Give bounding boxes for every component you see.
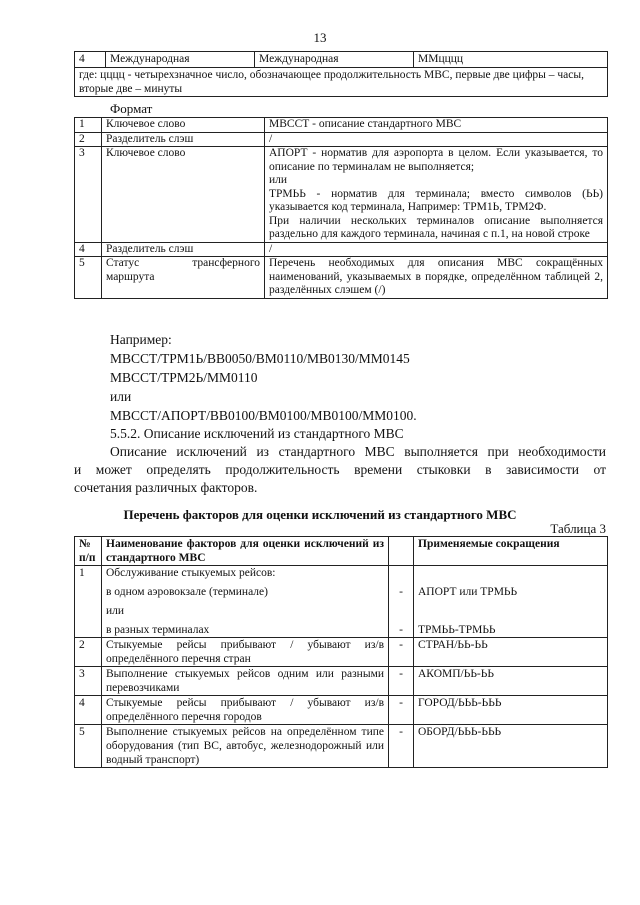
row-abbreviation: АКОМП/ЬЬ-ЬЬ — [414, 667, 608, 696]
row-abbreviation: СТРАН/ЬЬ-ЬЬ — [414, 638, 608, 667]
table-row — [75, 638, 608, 667]
abbreviation-line: АПОРТ или ТРМЬЬ — [418, 586, 518, 598]
table-row — [75, 725, 608, 768]
row-number: 4 — [75, 242, 102, 257]
row-name: Разделитель слэш — [102, 242, 265, 257]
row-description: Перечень необходимых для описания МВС сокращённых наименований, указываемых в порядке, определённом таблицей 2, разделённых слэшем (/) — [265, 257, 608, 299]
format-label: Формат — [110, 101, 153, 116]
table-row — [75, 147, 608, 243]
row-separator: - — [389, 725, 414, 768]
row-separator: - — [389, 667, 414, 696]
factors-table — [74, 536, 608, 768]
table3-label: Таблица 3 — [550, 521, 606, 536]
row-name: Разделитель слэш — [102, 132, 265, 147]
example-line: МВССТ/ТРМ1Ь/ВВ0050/ВМ0110/МВ0130/ММ0145 — [110, 351, 410, 366]
row-number: 1 — [75, 566, 102, 638]
table3-title: Перечень факторов для оценки исключений из стандартного МВС — [123, 507, 517, 522]
header-num: № п/п — [75, 537, 102, 566]
table-cell: Международная — [106, 52, 255, 68]
row-abbreviation: ОБОРД/ЬЬЬ-ЬЬЬ — [414, 725, 608, 768]
row-factor — [102, 566, 389, 638]
table-row — [75, 257, 608, 299]
description-line: При наличии нескольких терминалов описание выполняется раздельно для каждого терминала, начиная с п.1, на новой строке — [269, 214, 603, 240]
row-number: 3 — [75, 667, 102, 696]
row-number: 4 — [75, 696, 102, 725]
row-number: 5 — [75, 725, 102, 768]
table-row — [75, 68, 608, 97]
paragraph-line: Описание исключений из стандартного МВС выполняется при необходимости — [110, 444, 606, 459]
page-number: 13 — [313, 30, 327, 45]
table-row — [75, 566, 608, 638]
factor-line: Обслуживание стыкуемых рейсов: — [106, 567, 276, 579]
example-label: Например: — [110, 332, 172, 347]
table-row — [75, 242, 608, 257]
row-abbreviation: ГОРОД/ЬЬЬ-ЬЬЬ — [414, 696, 608, 725]
factor-line: в одном аэровокзале (терминале) — [106, 586, 268, 598]
header-separator-cell — [389, 537, 414, 566]
table-row — [75, 52, 608, 68]
row-factor: Выполнение стыкуемых рейсов на определённом типе оборудования (тип ВС, автобус, железнодорожный или водный транспорт) — [102, 725, 389, 768]
table-cell: Международная — [255, 52, 414, 68]
format-table — [74, 117, 608, 299]
table-cell: ММцццц — [414, 52, 608, 68]
header-abbreviation: Применяемые сокращения — [414, 537, 608, 566]
description-line: АПОРТ - норматив для аэропорта в целом. Если указывается, то описание по терминалам не выполняется; — [269, 147, 603, 173]
table-note: где: цццц - четырехзначное число, обозначающее продолжительность МВС, первые две цифры – часы, вторые две – минуты — [75, 68, 608, 97]
table-row — [75, 118, 608, 133]
row-name: Ключевое слово — [102, 118, 265, 133]
row-number: 5 — [75, 257, 102, 299]
factor-line: или — [106, 605, 125, 617]
row-separator: - — [389, 638, 414, 667]
row-description — [265, 147, 608, 243]
row-number: 2 — [75, 638, 102, 667]
separator-dash: - — [399, 586, 403, 598]
row-number: 3 — [75, 147, 102, 243]
example-or: или — [110, 389, 132, 404]
example-line: МВССТ/АПОРТ/ВВ0100/ВМ0100/МВ0100/ММ0100. — [110, 408, 417, 423]
row-description: МВССТ - описание стандартного МВС — [265, 118, 608, 133]
row-separator — [389, 566, 414, 638]
row-abbreviation — [414, 566, 608, 638]
table-row — [75, 132, 608, 147]
table-row — [75, 667, 608, 696]
paragraph-line: сочетания различных факторов. — [74, 480, 258, 495]
abbreviation-line: ТРМЬЬ-ТРМЬЬ — [418, 624, 496, 636]
table-cell: 4 — [75, 52, 106, 68]
row-number: 1 — [75, 118, 102, 133]
table-header-row — [75, 537, 608, 566]
paragraph-line: и может определять продолжительность времени стыковки в зависимости от — [74, 462, 606, 477]
row-number: 2 — [75, 132, 102, 147]
row-separator: - — [389, 696, 414, 725]
table-row — [75, 696, 608, 725]
row-description: / — [265, 132, 608, 147]
top-table — [74, 51, 608, 97]
example-line: МВССТ/ТРМ2Ь/ММ0110 — [110, 370, 258, 385]
factor-line: в разных терминалах — [106, 624, 210, 636]
description-line: ТРМЬЬ - норматив для терминала; вместо символов (ЬЬ) указывается код терминала, Например: ТРМ1Ь, ТРМ2Ф. — [269, 187, 603, 213]
row-factor: Стыкуемые рейсы прибывают / убывают из/в определённого перечня стран — [102, 638, 389, 667]
row-factor: Стыкуемые рейсы прибывают / убывают из/в определённого перечня городов — [102, 696, 389, 725]
header-factor: Наименование факторов для оценки исключений из стандартного МВС — [102, 537, 389, 566]
row-factor: Выполнение стыкуемых рейсов одним или разными перевозчиками — [102, 667, 389, 696]
description-line: или — [269, 174, 288, 186]
row-name: Статус трансферного маршрута — [102, 257, 265, 299]
row-name: Ключевое слово — [102, 147, 265, 243]
section-heading: 5.5.2. Описание исключений из стандартного МВС — [110, 426, 404, 441]
separator-dash: - — [399, 624, 403, 636]
row-description: / — [265, 242, 608, 257]
